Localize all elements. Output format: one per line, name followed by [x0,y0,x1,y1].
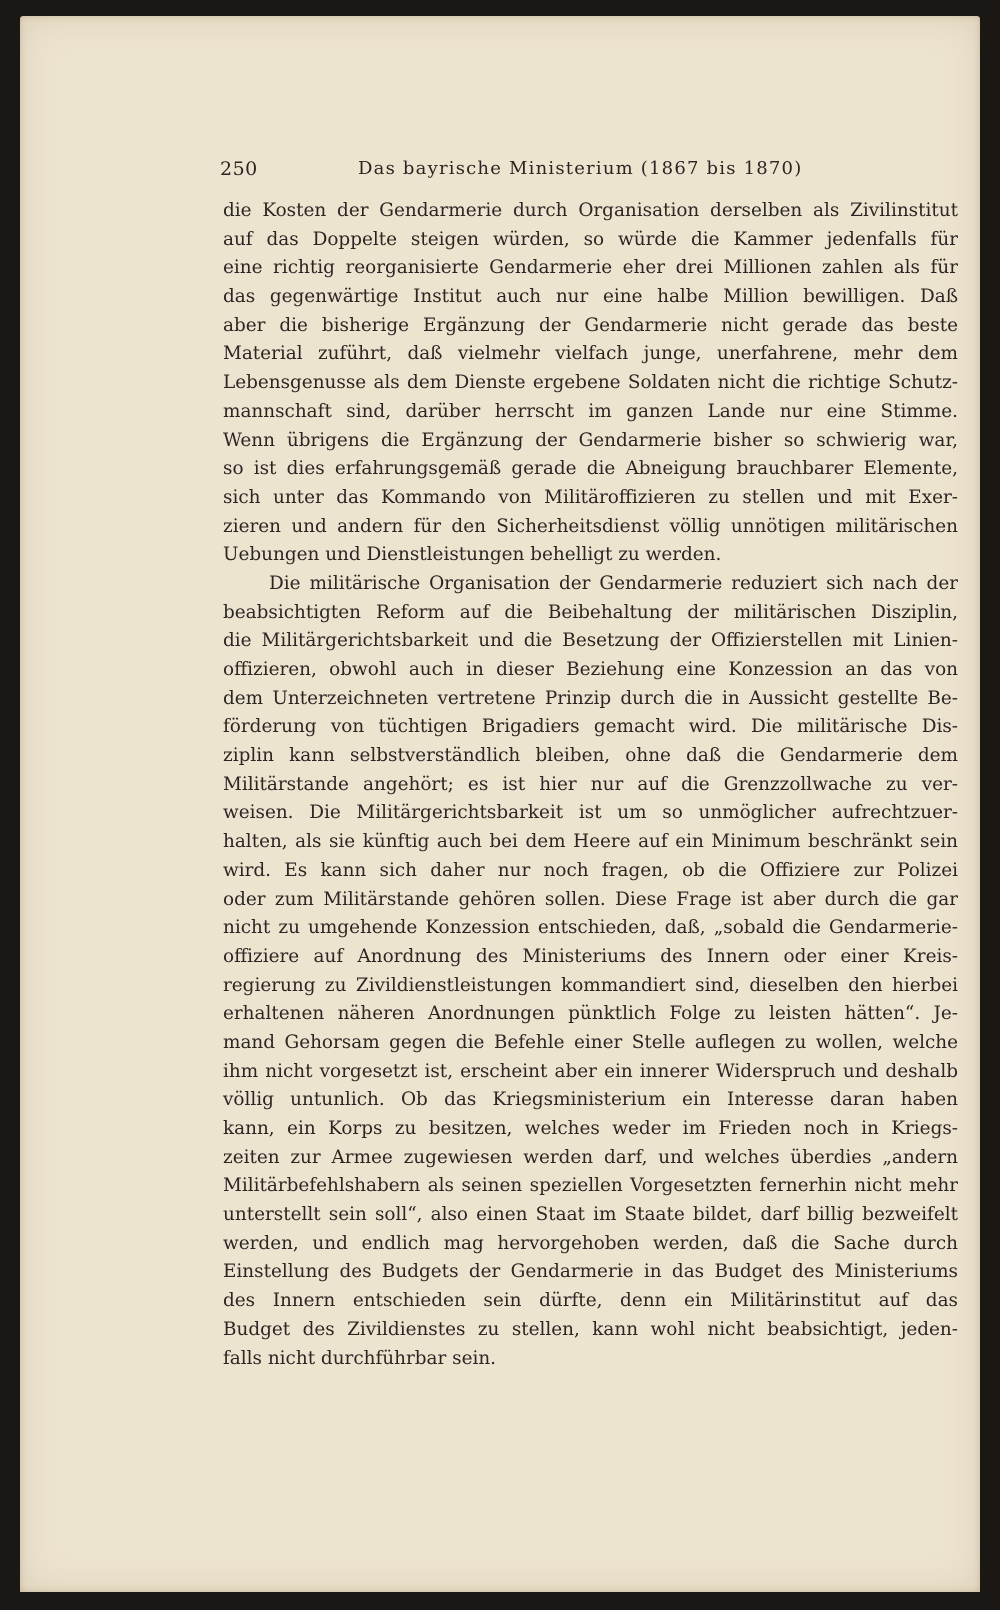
text-line: Budget des Zivildienstes zu stellen, kann wohl nicht beabsichtigt, jeden- [223,1318,958,1340]
text-line: falls nicht durchführbar sein. [223,1347,497,1369]
text-line: Material zuführt, daß vielmehr vielfach junge, unerfahrene, mehr dem [223,343,958,365]
text-line: wird. Es kann sich daher nur noch fragen, ob die Offiziere zur Polizei [223,859,958,881]
text-line: das gegenwärtige Institut auch nur eine halbe Million bewilligen. Daß [223,286,958,308]
text-line: kann, ein Korps zu besitzen, welches weder im Frieden noch in Kriegs- [223,1118,958,1139]
text-line: die Kosten der Gendarmerie durch Organisation derselben als Zivilinstitut [223,200,958,221]
text-line: Uebungen und Dienstleistungen behelligt zu werden. [223,544,722,566]
text-line: mand Gehorsam gegen die Befehle einer Stelle auflegen zu wollen, welche [223,1031,958,1053]
text-line: aber die bisherige Ergänzung der Gendarmerie nicht gerade das beste [223,314,958,336]
text-line: oder zum Militärstande gehören sollen. Diese Frage ist aber durch die gar [223,888,958,910]
text-line: zeiten zur Armee zugewiesen werden darf, und welches überdies „andern [223,1146,958,1168]
text-line: Wenn übrigens die Ergänzung der Gendarmerie bisher so schwierig war, [223,429,958,451]
text-line: halten, als sie künftig auch bei dem Heere auf ein Minimum beschränkt sein [223,831,958,853]
text-line: Militärstande angehört; es ist hier nur auf die Grenzzollwache zu ver- [223,773,958,795]
text-line: des Innern entschieden sein dürfte, denn ein Militärinstitut auf das [223,1290,958,1312]
running-head [220,158,810,188]
text-line: ihm nicht vorgesetzt ist, erscheint aber ein innerer Widerspruch und deshalb [223,1060,958,1082]
text-line: mannschaft sind, darüber herrscht im ganzen Lande nur eine Stimme. [223,400,958,422]
text-line: eine richtig reorganisierte Gendarmerie eher drei Millionen zahlen als für [223,257,958,279]
text-line: weisen. Die Militärgerichtsbarkeit ist um so unmöglicher aufrechtzuer- [223,802,958,824]
text-line: unterstellt sein soll“, also einen Staat im Staate bildet, darf billig bezweifelt [223,1204,958,1226]
running-title: Das bayrische Ministerium (1867 bis 1870) [358,158,803,179]
text-line: dem Unterzeichneten vertretene Prinzip durch die in Aussicht gestellte Be- [223,687,958,709]
text-line: erhaltenen näheren Anordnungen pünktlich Folge zu leisten hätten“. Je- [223,1003,958,1025]
text-line: werden, und endlich mag hervorgehoben werden, daß die Sache durch [223,1232,958,1254]
text-line: auf das Doppelte steigen würden, so würde die Kammer jedenfalls für [223,228,958,250]
text-line: regierung zu Zivildienstleistungen kommandiert sind, dieselben den hierbei [223,974,958,996]
text-line: nicht zu umgehende Konzession entschieden, daß, „sobald die Gendarmerie- [223,917,958,939]
text-line: Militärbefehlshabern als seinen speziellen Vorgesetzten fernerhin nicht mehr [223,1175,958,1197]
text-line: offizieren, obwohl auch in dieser Beziehung eine Konzession an das von [223,659,958,680]
book-page [20,16,980,1592]
paragraph-start-line: Die militärische Organisation der Gendarmerie reduziert sich nach der [269,572,958,594]
text-line: offiziere auf Anordnung des Ministeriums des Innern oder einer Kreis- [223,945,958,967]
text-line: zieren und andern für den Sicherheitsdienst völlig unnötigen militärischen [223,515,958,537]
text-line: völlig untunlich. Ob das Kriegsministerium ein Interesse daran haben [223,1089,958,1111]
body-text [223,197,958,1373]
text-line: Lebensgenusse als dem Dienste ergebene Soldaten nicht die richtige Schutz- [223,372,958,394]
page-number: 250 [220,158,258,180]
text-line: so ist dies erfahrungsgemäß gerade die Abneigung brauchbarer Elemente, [223,458,958,480]
text-line: ziplin kann selbstverständlich bleiben, ohne daß die Gendarmerie dem [223,745,958,767]
text-line: beabsichtigten Reform auf die Beibehaltung der militärischen Disziplin, [223,601,958,623]
text-line: die Militärgerichtsbarkeit und die Besetzung der Offizierstellen mit Linien- [223,630,958,652]
text-line: Einstellung des Budgets der Gendarmerie in das Budget des Ministeriums [223,1261,958,1283]
text-line: sich unter das Kommando von Militäroffizieren zu stellen und mit Exer- [223,486,958,508]
text-line: förderung von tüchtigen Brigadiers gemacht wird. Die militärische Dis- [223,716,958,738]
